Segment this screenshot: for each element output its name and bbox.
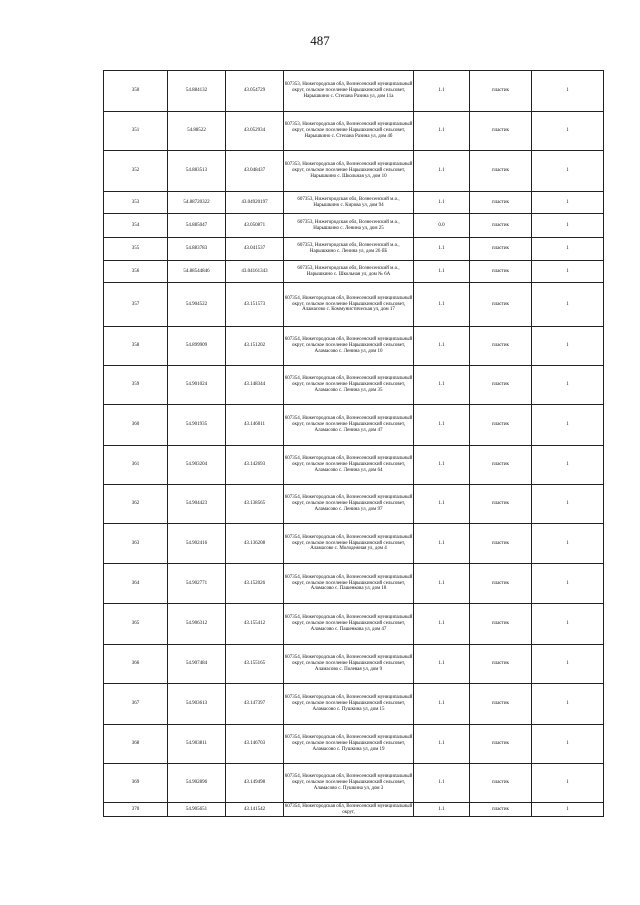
cell-number: 360	[104, 405, 168, 446]
cell-volume: 0.0	[414, 214, 470, 238]
cell-count: 1	[532, 485, 604, 524]
cell-longitude: 43.138565	[226, 485, 284, 524]
table-row	[104, 192, 604, 214]
cell-number: 359	[104, 366, 168, 405]
table-row	[104, 327, 604, 366]
cell-latitude: 54.901935	[168, 405, 226, 446]
cell-number: 367	[104, 684, 168, 725]
cell-address: 607353, Нижегородская обл, Вознесенский м.о., Нарышкино с. Ленина ул, дом 25	[284, 214, 414, 238]
cell-material: пластик	[470, 725, 532, 764]
table-row	[104, 485, 604, 524]
cell-address: 607354, Нижегородская обл, Вознесенский муниципальный округ, сельское поселение Нарышкинский сельсовет, Аламасово с. Ленина ул, дом 47	[284, 405, 414, 446]
cell-address: 607354, Нижегородская обл, Вознесенский муниципальный округ, сельское поселение Нарышкинский сельсовет, Аламасово с. Ленина ул, дом 97	[284, 485, 414, 524]
cell-count: 1	[532, 405, 604, 446]
cell-volume: 1.1	[414, 446, 470, 485]
cell-latitude: 54.907484	[168, 645, 226, 684]
cell-material: пластик	[470, 261, 532, 283]
cell-number: 350	[104, 71, 168, 112]
cell-longitude: 43.149498	[226, 764, 284, 803]
cell-number: 352	[104, 151, 168, 192]
cell-count: 1	[532, 327, 604, 366]
cell-material: пластик	[470, 112, 532, 151]
cell-longitude: 43.048437	[226, 151, 284, 192]
cell-material: пластик	[470, 524, 532, 564]
cell-latitude: 54.884132	[168, 71, 226, 112]
cell-volume: 1.1	[414, 283, 470, 327]
cell-address: 607354, Нижегородская обл, Вознесенский муниципальный округ, сельское поселение Нарышкинский сельсовет, Аламасово с. Коммунистическая ул, дом 17	[284, 283, 414, 327]
cell-longitude: 43.151202	[226, 327, 284, 366]
cell-address: 607354, Нижегородская обл, Вознесенский муниципальный округ, сельское поселение Нарышкинский сельсовет, Аламасово с. Пушкина ул, дом 19	[284, 725, 414, 764]
cell-number: 351	[104, 112, 168, 151]
table-row	[104, 71, 604, 112]
cell-number: 368	[104, 725, 168, 764]
cell-count: 1	[532, 725, 604, 764]
cell-latitude: 54.903204	[168, 446, 226, 485]
cell-number: 370	[104, 803, 168, 817]
cell-number: 364	[104, 564, 168, 604]
cell-address: 607354, Нижегородская обл, Вознесенский муниципальный округ, сельское поселение Нарышкинский сельсовет, Аламасово с. Ленина ул, дом 35	[284, 366, 414, 405]
cell-longitude: 43.04161343	[226, 261, 284, 283]
cell-volume: 1.1	[414, 803, 470, 817]
cell-material: пластик	[470, 71, 532, 112]
cell-count: 1	[532, 564, 604, 604]
cell-latitude: 54.902771	[168, 564, 226, 604]
cell-address: 607354, Нижегородская обл, Вознесенский муниципальный округ, сельское поселение Нарышкинский сельсовет, Аламасово с. Пашенкова ул, дом 18	[284, 564, 414, 604]
cell-longitude: 43.141542	[226, 803, 284, 817]
cell-latitude: 54.88720322	[168, 192, 226, 214]
cell-address: 607354, Нижегородская обл, Вознесенский муниципальный округ, сельское поселение Нарышкинский сельсовет, Аламасово с. Пашенкова ул, дом 47	[284, 604, 414, 645]
cell-longitude: 43.052934	[226, 112, 284, 151]
page-number: 487	[310, 33, 330, 48]
cell-count: 1	[532, 71, 604, 112]
cell-volume: 1.1	[414, 524, 470, 564]
table-row	[104, 238, 604, 261]
cell-address: 607354, Нижегородская обл, Вознесенский муниципальный округ, сельское поселение Нарышкинский сельсовет, Аламасово с. Пушкина ул, дом 3	[284, 764, 414, 803]
cell-volume: 1.1	[414, 71, 470, 112]
cell-volume: 1.1	[414, 192, 470, 214]
cell-latitude: 54.88522	[168, 112, 226, 151]
cell-longitude: 43.151573	[226, 283, 284, 327]
table-row	[104, 564, 604, 604]
cell-count: 1	[532, 366, 604, 405]
cell-count: 1	[532, 604, 604, 645]
cell-material: пластик	[470, 764, 532, 803]
cell-latitude: 54.883513	[168, 151, 226, 192]
cell-latitude: 54.906312	[168, 604, 226, 645]
cell-material: пластик	[470, 366, 532, 405]
cell-longitude: 43.155412	[226, 604, 284, 645]
cell-address: 607354, Нижегородская обл, Вознесенский муниципальный округ, сельское поселение Нарышкинский сельсовет, Аламасово с. Полевая ул, дом 9	[284, 645, 414, 684]
cell-material: пластик	[470, 151, 532, 192]
cell-longitude: 43.136208	[226, 524, 284, 564]
cell-number: 362	[104, 485, 168, 524]
cell-material: пластик	[470, 645, 532, 684]
cell-material: пластик	[470, 684, 532, 725]
cell-material: пластик	[470, 283, 532, 327]
cell-address: 607354, Нижегородская обл, Вознесенский муниципальный округ, сельское поселение Нарышкинский сельсовет, Аламасово с. Ленина ул, дом 64	[284, 446, 414, 485]
cell-material: пластик	[470, 238, 532, 261]
cell-volume: 1.1	[414, 604, 470, 645]
cell-number: 355	[104, 238, 168, 261]
cell-count: 1	[532, 764, 604, 803]
table-row	[104, 524, 604, 564]
cell-material: пластик	[470, 446, 532, 485]
table-row	[104, 803, 604, 817]
cell-latitude: 54.901024	[168, 366, 226, 405]
cell-count: 1	[532, 112, 604, 151]
cell-count: 1	[532, 645, 604, 684]
cell-number: 353	[104, 192, 168, 214]
table-row	[104, 405, 604, 446]
cell-volume: 1.1	[414, 151, 470, 192]
cell-volume: 1.1	[414, 366, 470, 405]
cell-address: 607353, Нижегородская обл, Вознесенский м.о., Нарышкино с. Кирова ул, дом 94	[284, 192, 414, 214]
cell-volume: 1.1	[414, 564, 470, 604]
cell-latitude: 54.905651	[168, 803, 226, 817]
cell-longitude: 43.054729	[226, 71, 284, 112]
cell-material: пластик	[470, 604, 532, 645]
cell-material: пластик	[470, 192, 532, 214]
cell-material: пластик	[470, 485, 532, 524]
cell-address: 607353, Нижегородская обл, Вознесенский муниципальный округ, сельское поселение Нарышкинский сельсовет, Нарышкино с. Степана Разина ул, дом 11а	[284, 71, 414, 112]
table-row	[104, 261, 604, 283]
cell-count: 1	[532, 238, 604, 261]
table-row	[104, 283, 604, 327]
cell-number: 365	[104, 604, 168, 645]
cell-count: 1	[532, 261, 604, 283]
cell-count: 1	[532, 684, 604, 725]
cell-number: 354	[104, 214, 168, 238]
cell-address: 607353, Нижегородская обл, Вознесенский муниципальный округ, сельское поселение Нарышкинский сельсовет, Нарышкино с. Школьная ул, дом 10	[284, 151, 414, 192]
cell-material: пластик	[470, 405, 532, 446]
cell-material: пластик	[470, 327, 532, 366]
cell-count: 1	[532, 446, 604, 485]
container-site-table	[103, 70, 604, 817]
cell-longitude: 43.146011	[226, 405, 284, 446]
cell-latitude: 54.88544846	[168, 261, 226, 283]
cell-count: 1	[532, 524, 604, 564]
cell-latitude: 54.904522	[168, 283, 226, 327]
cell-material: пластик	[470, 564, 532, 604]
cell-volume: 1.1	[414, 764, 470, 803]
cell-longitude: 43.146703	[226, 725, 284, 764]
table-row	[104, 366, 604, 405]
cell-count: 1	[532, 214, 604, 238]
table-row	[104, 684, 604, 725]
cell-longitude: 43.142693	[226, 446, 284, 485]
cell-latitude: 54.904423	[168, 485, 226, 524]
cell-longitude: 43.04920197	[226, 192, 284, 214]
cell-volume: 1.1	[414, 327, 470, 366]
cell-address: 607353, Нижегородская обл, Вознесенский м.о., Нарышкино с. Школьная ул, дом № 6А	[284, 261, 414, 283]
cell-count: 1	[532, 803, 604, 817]
table-row	[104, 446, 604, 485]
cell-number: 366	[104, 645, 168, 684]
cell-longitude: 43.148344	[226, 366, 284, 405]
cell-address: 607354, Нижегородская обл, Вознесенский муниципальный округ, сельское поселение Нарышкинский сельсовет, Аламасово с. Молодежная ул, дом 4	[284, 524, 414, 564]
cell-longitude: 43.147397	[226, 684, 284, 725]
table-body	[104, 71, 604, 817]
cell-material: пластик	[470, 803, 532, 817]
cell-number: 356	[104, 261, 168, 283]
table-row	[104, 764, 604, 803]
cell-volume: 1.1	[414, 112, 470, 151]
cell-longitude: 43.050871	[226, 214, 284, 238]
table-row	[104, 645, 604, 684]
table-row	[104, 112, 604, 151]
cell-volume: 1.1	[414, 725, 470, 764]
table-row	[104, 725, 604, 764]
cell-number: 363	[104, 524, 168, 564]
cell-volume: 1.1	[414, 261, 470, 283]
cell-number: 369	[104, 764, 168, 803]
cell-latitude: 54.899909	[168, 327, 226, 366]
cell-address: 607353, Нижегородская обл, Вознесенский м.о., Нарышкино с. Ленина ул, дом 26 бБ	[284, 238, 414, 261]
cell-volume: 1.1	[414, 485, 470, 524]
cell-count: 1	[532, 192, 604, 214]
cell-latitude: 54.883783	[168, 238, 226, 261]
cell-latitude: 54.903811	[168, 725, 226, 764]
cell-longitude: 43.152026	[226, 564, 284, 604]
cell-count: 1	[532, 283, 604, 327]
cell-number: 358	[104, 327, 168, 366]
cell-address: 607353, Нижегородская обл, Вознесенский муниципальный округ, сельское поселение Нарышкинский сельсовет, Нарышкино с. Степана Разина ул, дом 4б	[284, 112, 414, 151]
cell-number: 357	[104, 283, 168, 327]
cell-volume: 1.1	[414, 238, 470, 261]
cell-number: 361	[104, 446, 168, 485]
cell-count: 1	[532, 151, 604, 192]
cell-volume: 1.1	[414, 684, 470, 725]
cell-address: 607354, Нижегородская обл, Вознесенский муниципальный округ, сельское поселение Нарышкинский сельсовет, Аламасово с. Ленина ул, дом 10	[284, 327, 414, 366]
table-row	[104, 604, 604, 645]
table-row	[104, 214, 604, 238]
cell-address: 607354, Нижегородская обл, Вознесенский муниципальный округ, сельское поселение Нарышкинский сельсовет, Аламасово с. Пушкина ул, дом 15	[284, 684, 414, 725]
cell-volume: 1.1	[414, 405, 470, 446]
cell-latitude: 54.885047	[168, 214, 226, 238]
cell-longitude: 43.041537	[226, 238, 284, 261]
cell-longitude: 43.155165	[226, 645, 284, 684]
cell-latitude: 54.902896	[168, 764, 226, 803]
cell-latitude: 54.902416	[168, 524, 226, 564]
cell-latitude: 54.903613	[168, 684, 226, 725]
table-row	[104, 151, 604, 192]
cell-volume: 1.1	[414, 645, 470, 684]
cell-material: пластик	[470, 214, 532, 238]
cell-address: 607354, Нижегородская обл, Вознесенский муниципальный округ,	[284, 803, 413, 815]
